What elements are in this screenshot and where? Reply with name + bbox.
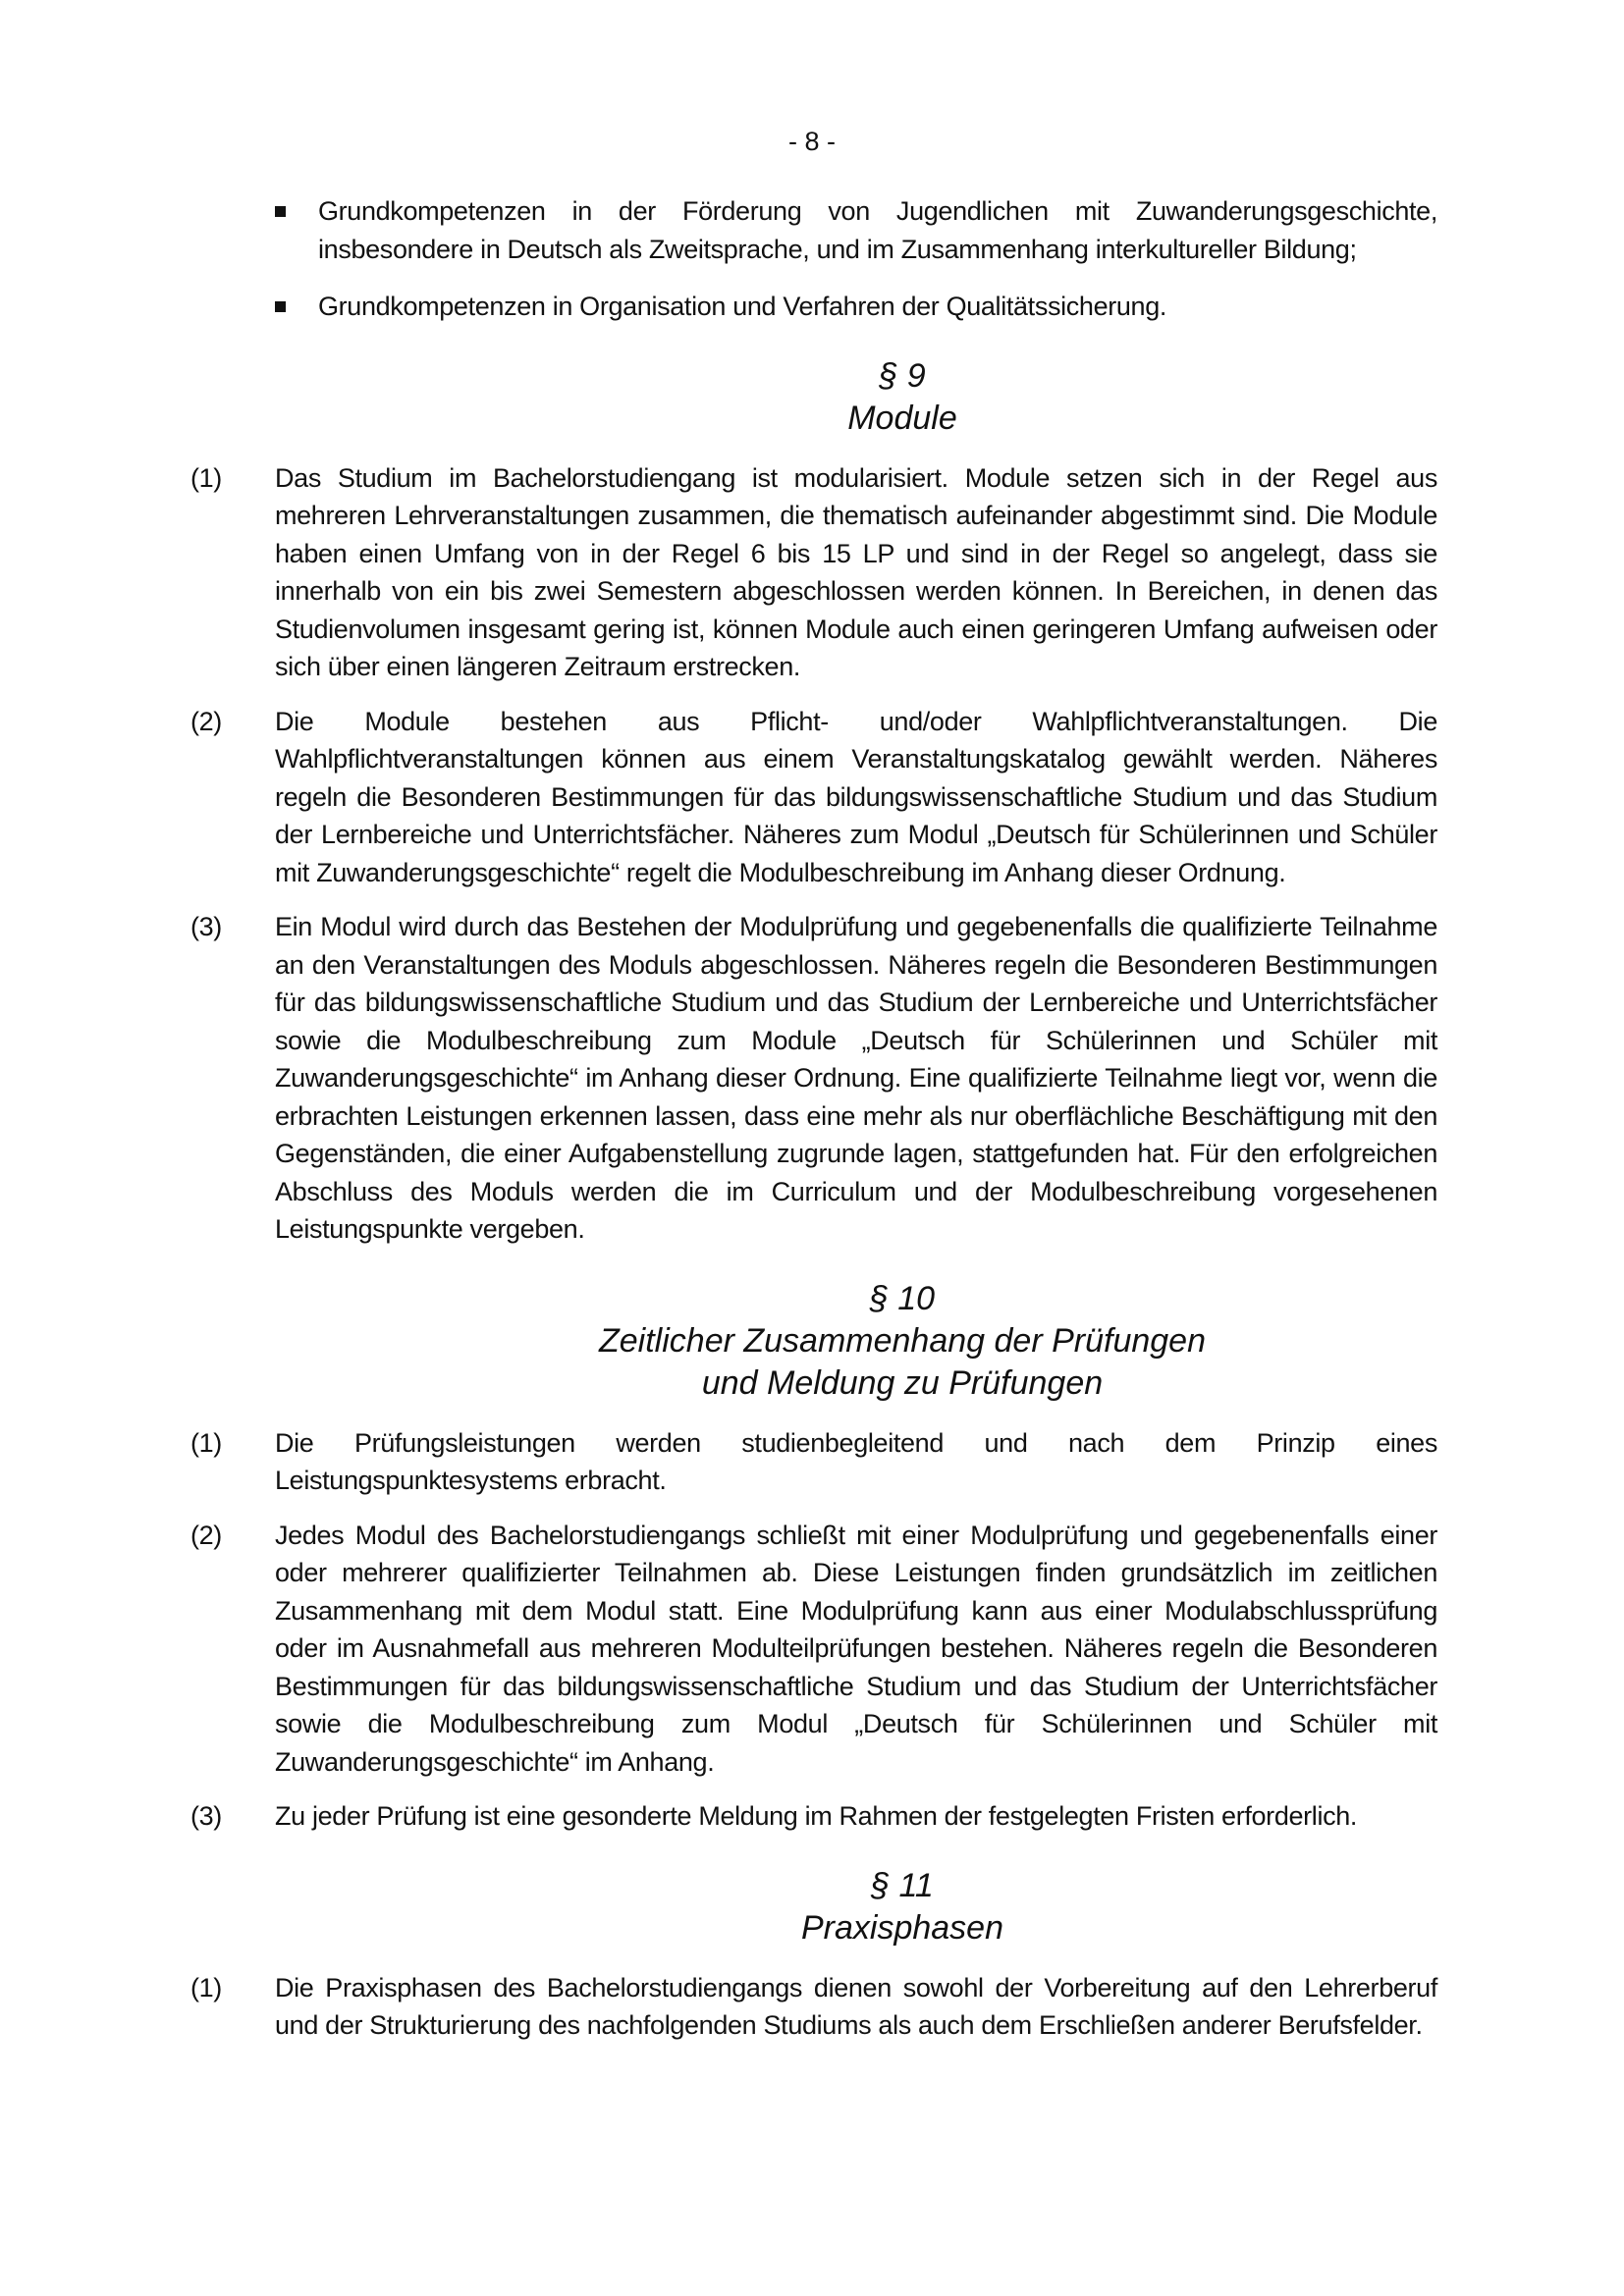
section-number: § 9 xyxy=(879,356,926,395)
section-heading-9 xyxy=(190,355,1437,440)
paragraph-number: (2) xyxy=(190,1520,222,1550)
page-number: - 8 - xyxy=(787,127,836,156)
paragraph-text: Jedes Modul des Bachelorstudiengangs schließt mit einer Modulprüfung und gegebenenfalls einer oder mehrerer qualifizierter Teilnahmen ab. Diese Leistungen finden grundsätzlich im zeitlichen Zusammenhang mit dem Modul statt. Eine Modulprüfung kann aus einer Modulabschlussprüfung oder im Ausnahmefall aus mehreren Modulteilprüfungen bestehen. Näheres regeln die Besonderen Bestimmungen für das bildungswissenschaftliche Studium und das Studium der Unterrichtsfächer sowie die Modulbeschreibung zum Modul „Deutsch für Schülerinnen und Schüler mit Zuwanderungsgeschichte“ im Anhang. xyxy=(275,1520,1437,1777)
paragraph-text: Die Module bestehen aus Pflicht- und/oder Wahlpflichtveranstaltungen. Die Wahlpflichtveranstaltungen können aus einem Veranstaltungskatalog gewählt werden. Näheres regeln die Besonderen Bestimmungen für das bildungswissenschaftliche Studium und das Studium der Lernbereiche und Unterrichtsfächer. Näheres zum Modul „Deutsch für Schülerinnen und Schüler mit Zuwanderungsgeschichte“ regelt die Modulbeschreibung im Anhang dieser Ordnung. xyxy=(275,706,1437,887)
section-heading-11 xyxy=(190,1865,1437,1949)
section-title: und Meldung zu Prüfungen xyxy=(701,1363,1104,1402)
section-title: Zeitlicher Zusammenhang der Prüfungen xyxy=(599,1321,1206,1360)
bullet-list xyxy=(190,192,1437,326)
paragraph-text: Ein Modul wird durch das Bestehen der Modulprüfung und gegebenenfalls die qualifizierte Teilnahme an den Veranstaltungen des Moduls abgeschlossen. Näheres regeln die Besonderen Bestimmungen für das bildungswissenschaftliche Studium und das Studium der Lernbereiche und Unterrichtsfächer sowie die Modulbeschreibung zum Module „Deutsch für Schülerinnen und Schüler mit Zuwanderungsgeschichte“ im Anhang dieser Ordnung. Eine qualifizierte Teilnahme liegt vor, wenn die erbrachten Leistungen erkennen lassen, dass eine mehr als nur oberflächliche Beschäftigung mit den Gegenständen, die einer Aufgabenstellung zugrunde lagen, stattgefunden hat. Für den erfolgreichen Abschluss des Moduls werden die im Curriculum und der Modulbeschreibung vorgesehenen Leistungspunkte vergeben. xyxy=(275,912,1437,1244)
paragraph-text: Zu jeder Prüfung ist eine gesonderte Meldung im Rahmen der festgelegten Fristen erforderlich. xyxy=(275,1801,1358,1831)
paragraph-text: Die Praxisphasen des Bachelorstudiengangs dienen sowohl der Vorbereitung auf den Lehrerberuf und der Strukturierung des nachfolgenden Studiums als auch dem Erschließen anderer Berufsfelder. xyxy=(275,1972,1437,2040)
bullet-text: Grundkompetenzen in der Förderung von Jugendlichen mit Zuwanderungsgeschichte, insbesondere in Deutsch als Zweitsprache, und im Zusammenhang interkultureller Bildung; xyxy=(318,196,1437,264)
paragraph xyxy=(190,908,1437,1249)
paragraph-text: Das Studium im Bachelorstudiengang ist modularisiert. Module setzen sich in der Regel aus mehreren Lehrveranstaltungen zusammen, die thematisch aufeinander abgestimmt sind. Die Module haben einen Umfang von in der Regel 6 bis 15 LP und sind in der Regel so angelegt, dass sie innerhalb von ein bis zwei Semestern abgeschlossen werden können. In Bereichen, in denen das Studienvolumen insgesamt gering ist, können Module auch einen geringeren Umfang aufweisen oder sich über einen längeren Zeitraum erstrecken. xyxy=(275,462,1437,681)
paragraph-number: (1) xyxy=(190,1972,222,2002)
bullet-text: Grundkompetenzen in Organisation und Verfahren der Qualitätssicherung. xyxy=(318,292,1167,321)
section-title: Praxisphasen xyxy=(800,1908,1003,1947)
paragraph-number: (3) xyxy=(190,1801,222,1831)
section-number: § 10 xyxy=(869,1279,936,1317)
paragraph-number: (1) xyxy=(190,1427,222,1458)
paragraph-number: (1) xyxy=(190,462,222,493)
square-bullet-icon xyxy=(275,301,286,312)
paragraph xyxy=(190,703,1437,892)
paragraph xyxy=(190,1517,1437,1782)
paragraph xyxy=(190,459,1437,686)
bullet-item xyxy=(190,192,1437,268)
paragraph-number: (3) xyxy=(190,912,222,941)
section-heading-10 xyxy=(190,1278,1437,1405)
paragraph-number: (2) xyxy=(190,706,222,736)
section-number: § 11 xyxy=(871,1866,934,1904)
square-bullet-icon xyxy=(275,206,286,217)
paragraph-text: Die Prüfungsleistungen werden studienbegleitend und nach dem Prinzip eines Leistungspunktesystems erbracht. xyxy=(275,1427,1437,1495)
page-content xyxy=(190,192,1437,2061)
paragraph xyxy=(190,1424,1437,1500)
paragraph xyxy=(190,1969,1437,2045)
bullet-item xyxy=(190,288,1437,326)
section-title: Module xyxy=(847,399,957,437)
paragraph xyxy=(190,1797,1437,1836)
